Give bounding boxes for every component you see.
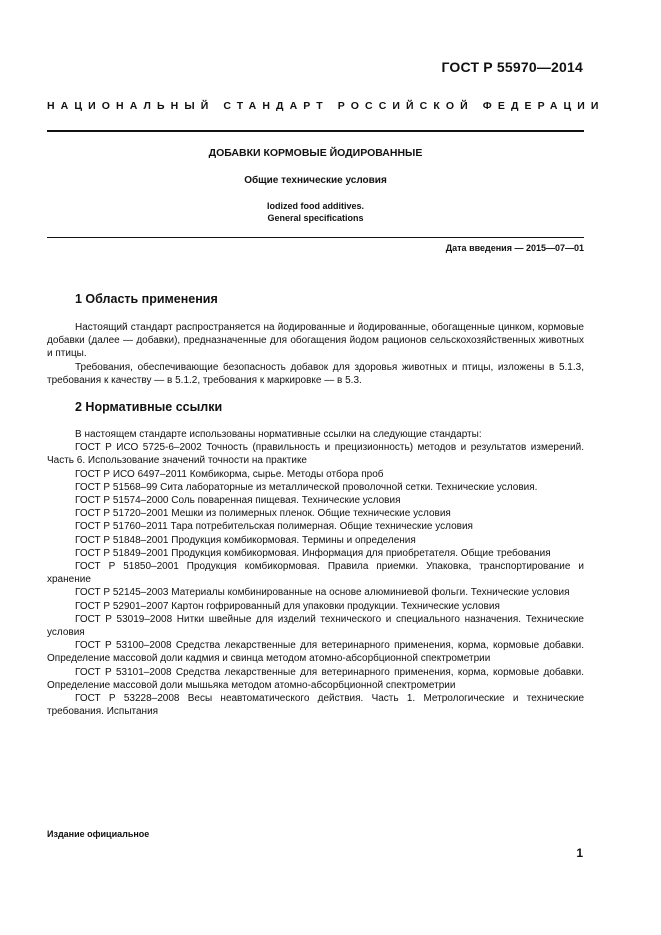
section-1-body (47, 321, 584, 387)
reference-item: ГОСТ Р 51720–2001 Мешки из полимерных пленок. Общие технические условия (75, 508, 451, 520)
english-title-line-2: General specifications (267, 212, 364, 223)
reference-item: ГОСТ Р 51849–2001 Продукция комбикормовая. Информация для приобретателя. Общие требования (75, 547, 551, 559)
reference-item: ГОСТ Р 52145–2003 Материалы комбинированные на основе алюминиевой фольги. Технические условия (75, 587, 570, 599)
reference-item: ГОСТ Р 53101–2008 Средства лекарственные для ветеринарного применения, корма, кормовые добавки. Определение массовой доли мышьяка методом атомно-абсорбционной спектрометрии (47, 666, 584, 691)
official-edition-label: Издание официальное (47, 829, 150, 839)
reference-item: ГОСТ Р 51760–2011 Тара потребительская полимерная. Общие технические условия (75, 521, 473, 533)
reference-item: ГОСТ Р 51848–2001 Продукция комбикормовая. Термины и определения (75, 534, 416, 546)
section-1-heading: 1 Область применения (75, 292, 218, 306)
reference-item: ГОСТ Р ИСО 6497–2011 Комбикорма, сырье. Методы отбора проб (75, 468, 384, 480)
section-1-paragraph: Настоящий стандарт распространяется на йодированные и йодированные, обогащенные цинком, кормовые добавки (далее — добавки), предназначенные для обогащения йодом рационов сельскохозяйственных животных и птицы. (47, 322, 584, 360)
section-1-paragraph: Требования, обеспечивающие безопасность добавок для здоровья животных и птицы, изложены в 5.1.3, требования к качеству — в 5.1.2, требования к маркировке — в 5.3. (47, 361, 584, 386)
section-2-heading: 2 Нормативные ссылки (75, 400, 223, 414)
reference-item: ГОСТ Р 51574–2000 Соль поваренная пищевая. Технические условия (75, 495, 401, 507)
section-2-intro: В настоящем стандарте использованы нормативные ссылки на следующие стандарты: (75, 429, 482, 440)
section-2-body (47, 428, 584, 718)
reference-item: ГОСТ Р 53019–2008 Нитки швейные для изделий технического и специального назначения. Технические условия (47, 613, 584, 639)
title-divider (47, 237, 584, 238)
document-subtitle: Общие технические условия (244, 175, 387, 186)
standard-type-banner: НАЦИОНАЛЬНЫЙ СТАНДАРТ РОССИЙСКОЙ ФЕДЕРАЦИИ (47, 100, 605, 112)
header-divider (47, 130, 584, 132)
document-title: ДОБАВКИ КОРМОВЫЕ ЙОДИРОВАННЫЕ (208, 147, 423, 159)
reference-item: ГОСТ Р 51568–99 Сита лабораторные из металлической проволочной сетки. Технические условия. (75, 481, 538, 493)
introduction-date: Дата введения — 2015—07—01 (445, 243, 584, 253)
english-title (47, 201, 584, 224)
reference-item: ГОСТ Р 51850–2001 Продукция комбикормовая. Правила приемки. Упаковка, транспортирование и хранение (47, 561, 584, 586)
english-title-line-1: Iodized food additives. (266, 201, 364, 211)
gost-code: ГОСТ Р 55970—2014 (441, 59, 583, 75)
reference-item: ГОСТ Р 53100–2008 Средства лекарственные для ветеринарного применения, корма, кормовые добавки. Определение массовой доли кадмия и свинца методом атомно-абсорбционной спектрометрии (47, 640, 584, 665)
reference-item: ГОСТ Р 52901–2007 Картон гофрированный для упаковки продукции. Технические условия (75, 600, 500, 612)
reference-item: ГОСТ Р ИСО 5725-6–2002 Точность (правильность и прецизионность) методов и результатов измерений. Часть 6. Использование значений точности на практике (47, 442, 584, 467)
reference-item: ГОСТ Р 53228–2008 Весы неавтоматического действия. Часть 1. Метрологические и технические требования. Испытания (47, 693, 584, 718)
page-number: 1 (576, 846, 583, 860)
